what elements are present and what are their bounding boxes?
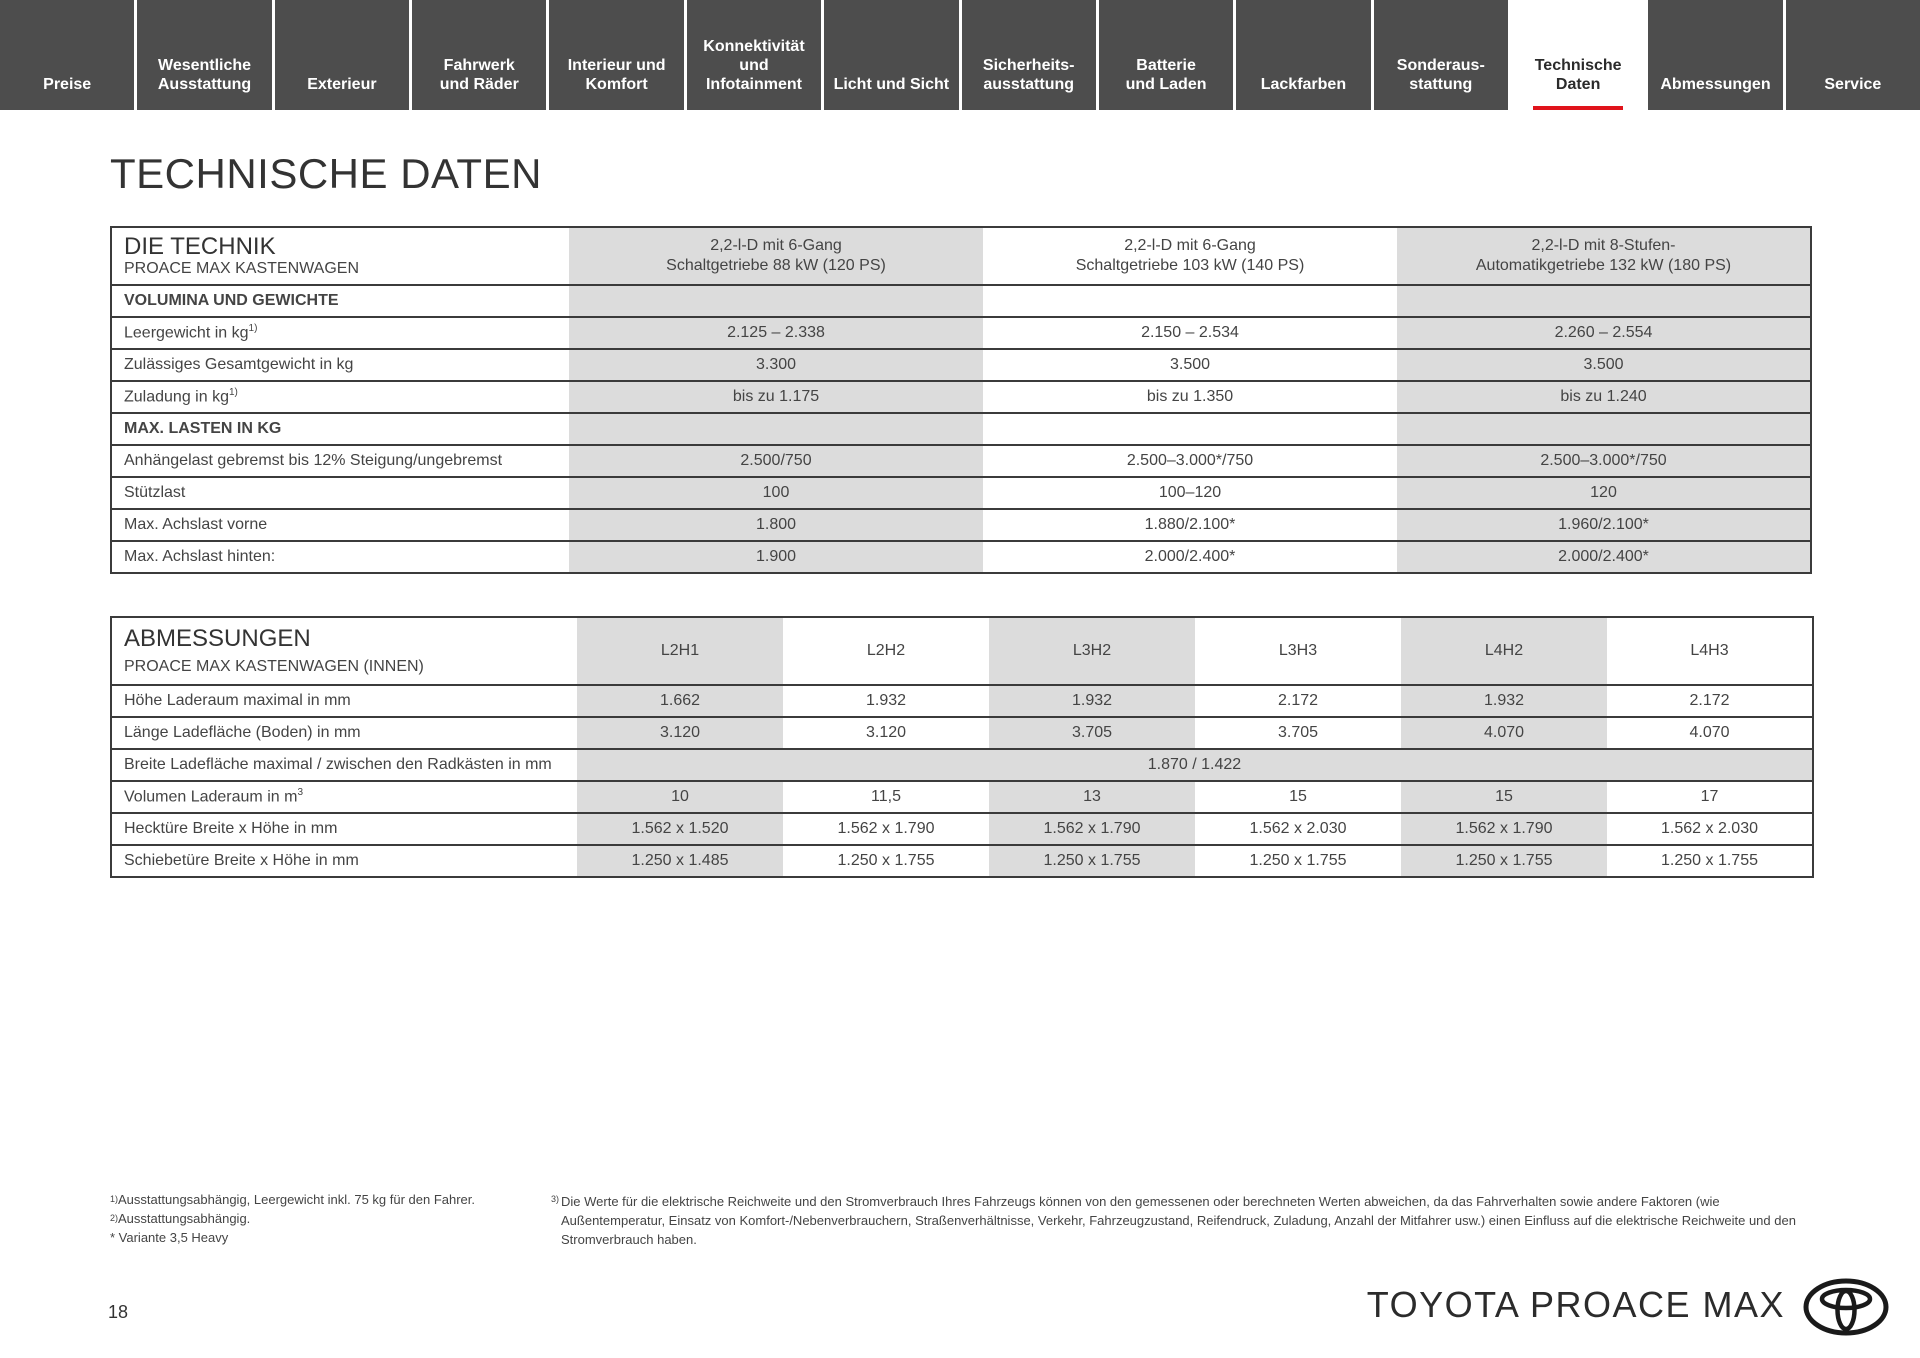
technik-heading <box>111 227 569 285</box>
column-header: 2,2-l-D mit 6-Gang Schaltgetriebe 88 kW (120 PS) <box>569 227 983 285</box>
table-cell: 1.250 x 1.755 <box>989 845 1195 877</box>
table-cell: 120 <box>1397 477 1811 509</box>
table-cell: 2.000/2.400* <box>1397 541 1811 573</box>
table-cell: 1.800 <box>569 509 983 541</box>
table-cell: 2.150 – 2.534 <box>983 317 1397 349</box>
tab-technische-daten[interactable]: Technische Daten <box>1511 0 1645 110</box>
table-row <box>111 445 1811 477</box>
table-row <box>111 349 1811 381</box>
table-cell: 3.500 <box>983 349 1397 381</box>
column-header: L4H2 <box>1401 617 1607 685</box>
section-row <box>111 413 1811 445</box>
column-header: L3H3 <box>1195 617 1401 685</box>
table-cell: 1.562 x 2.030 <box>1195 813 1401 845</box>
table-cell: 11,5 <box>783 781 989 813</box>
table-cell: 15 <box>1195 781 1401 813</box>
table-cell: 2.000/2.400* <box>1144 548 1236 565</box>
table-row <box>111 685 1813 717</box>
table-cell: 3.300 <box>569 349 983 381</box>
row-label: Zuladung in $kg^{1)}$ <box>111 381 569 413</box>
footnotes-left <box>110 1190 475 1247</box>
abmessungen-table <box>110 616 1814 878</box>
tab-sicherheitsausstattung[interactable]: Sicherheits- ausstattung <box>962 0 1096 110</box>
tab-interieur[interactable]: Interieur und Komfort <box>549 0 683 110</box>
row-label: Zulässiges Gesamtgewicht in kg <box>111 349 569 381</box>
table-cell: 1.562 x 1.520 <box>577 813 783 845</box>
table-row <box>111 541 1811 573</box>
abmessungen-heading <box>111 617 577 685</box>
footnote-star: * Variante 3,5 Heavy <box>110 1230 229 1245</box>
top-navigation <box>0 0 1920 110</box>
table-row <box>111 477 1811 509</box>
table-cell: 10 <box>577 781 783 813</box>
table-cell: 2.500/750 <box>569 445 983 477</box>
column-header: L4H3 <box>1607 617 1813 685</box>
table-cell: bis zu 1.240 <box>1397 381 1811 413</box>
table-cell: 1.932 <box>783 685 989 717</box>
table-cell: 1.662 <box>577 685 783 717</box>
tab-service[interactable]: Service <box>1786 0 1920 110</box>
table-cell: 1.250 x 1.755 <box>1661 852 1758 869</box>
table-cell: 1.562 x 1.790 <box>989 813 1195 845</box>
tab-wesentliche-ausstattung[interactable]: Wesentliche Ausstattung <box>137 0 271 110</box>
section-label: VOLUMINA UND GEWICHTE <box>111 285 569 317</box>
table-cell: 1.562 x 2.030 <box>1607 813 1813 845</box>
table-header-row <box>111 227 1811 285</box>
table-cell: bis zu 1.175 <box>569 381 983 413</box>
technik-table <box>110 226 1812 574</box>
table-row <box>111 845 1813 877</box>
table-row <box>111 381 1811 413</box>
toyota-logo-icon <box>1802 1277 1890 1337</box>
row-label: Schiebetüre Breite x Höhe in mm <box>124 852 359 869</box>
table-cell: 1.250 x 1.755 <box>837 852 935 869</box>
column-header: 2,2-l-D mit 8-Stufen- Automatikgetriebe 132 kW (180 PS) <box>1397 227 1811 285</box>
table-cell: 4.070 <box>1401 717 1607 749</box>
page-title: TECHNISCHE DATEN <box>110 150 542 197</box>
row-label: Max. Achslast vorne <box>111 509 569 541</box>
row-label: Länge Ladefläche (Boden) in mm <box>111 717 577 749</box>
table-cell: 100–120 <box>983 477 1397 509</box>
table-cell: 3.705 <box>1195 717 1401 749</box>
table-cell: 1.870 / 1.422 <box>577 749 1813 781</box>
column-header: L2H2 <box>783 617 989 685</box>
row-label: Höhe Laderaum maximal in mm <box>111 685 577 717</box>
table-cell: 1.960/2.100* <box>1397 509 1811 541</box>
table-cell: 2.500–3.000*/750 <box>983 445 1397 477</box>
row-label: Volumen Laderaum in $m^3$ <box>111 781 577 813</box>
abmessungen-subtitle: PROACE MAX KASTENWAGEN (INNEN) <box>124 658 424 675</box>
footnote-2: $^{2)}$Ausstattungsabhängig. <box>110 1211 251 1226</box>
table-cell: 3.120 <box>783 717 989 749</box>
row-label: Hecktüre Breite x Höhe in mm <box>111 813 577 845</box>
tab-exterieur[interactable]: Exterieur <box>275 0 409 110</box>
table-cell: 1.932 <box>1401 685 1607 717</box>
brand-name: TOYOTA PROACE MAX <box>1366 1284 1785 1325</box>
table-cell: 2.172 <box>1195 685 1401 717</box>
row-label: Breite Ladefläche maximal / zwischen den Radkästen in mm <box>111 749 577 781</box>
table-cell: 1.250 x 1.755 <box>1401 845 1607 877</box>
tab-batterie[interactable]: Batterie und Laden <box>1099 0 1233 110</box>
tab-fahrwerk[interactable]: Fahrwerk und Räder <box>412 0 546 110</box>
table-row <box>111 781 1813 813</box>
table-row <box>111 317 1811 349</box>
tab-licht-und-sicht[interactable]: Licht und Sicht <box>824 0 958 110</box>
table-row <box>111 717 1813 749</box>
table-cell: 1.562 x 1.790 <box>1401 813 1607 845</box>
technik-subtitle: PROACE MAX KASTENWAGEN <box>124 260 359 277</box>
tab-preise[interactable]: Preise <box>0 0 134 110</box>
technik-title: DIE TECHNIK <box>124 233 276 260</box>
table-cell: 2.260 – 2.554 <box>1397 317 1811 349</box>
tab-lackfarben[interactable]: Lackfarben <box>1236 0 1370 110</box>
table-cell: 1.562 x 1.790 <box>783 813 989 845</box>
table-cell: 1.900 <box>569 541 983 573</box>
tab-konnektivitaet[interactable]: Konnektivität und Infotainment <box>687 0 821 110</box>
abmessungen-title: ABMESSUNGEN <box>124 625 311 652</box>
table-cell: 2.500–3.000*/750 <box>1397 445 1811 477</box>
row-label: Anhängelast gebremst bis 12% Steigung/ungebremst <box>111 445 569 477</box>
table-cell: 15 <box>1401 781 1607 813</box>
tab-sonderausstattung[interactable]: Sonderaus- stattung <box>1374 0 1508 110</box>
table-cell: 4.070 <box>1607 717 1813 749</box>
table-header-row <box>111 617 1813 685</box>
table-row <box>111 509 1811 541</box>
tab-abmessungen[interactable]: Abmessungen <box>1648 0 1782 110</box>
table-cell: 2.125 – 2.338 <box>569 317 983 349</box>
table-cell: 1.932 <box>989 685 1195 717</box>
table-cell: 3.705 <box>989 717 1195 749</box>
footnote-3: 3) Die Werte für die elektrische Reichweite und den Stromverbrauch Ihres Fahrzeugs können von den gemessenen oder berechneten Werten abweichen, da das Fahrverhalten sowie andere Faktoren (wie Außentemperatur, Einsatz von Komfort-/Nebenverbrauchern, Straßenverhältnisse, Verkehr, Fahrzeugzustand, Reifendruck, Zuladung, Anzahl der Mitfahrer usw.) einen Einfluss auf die elektrische Reichweite und den Stromverbrauch haben. <box>551 1194 1796 1247</box>
column-header: L2H1 <box>577 617 783 685</box>
footnote-1: $^{1)}$Ausstattungsabhängig, Leergewicht inkl. 75 kg für den Fahrer. <box>110 1192 476 1207</box>
table-row <box>111 813 1813 845</box>
section-label: MAX. LASTEN IN KG <box>111 413 569 445</box>
section-row <box>111 285 1811 317</box>
table-cell: bis zu 1.350 <box>983 381 1397 413</box>
page-number: 18 <box>108 1302 129 1322</box>
column-header: 2,2-l-D mit 6-Gang Schaltgetriebe 103 kW (140 PS) <box>983 227 1397 285</box>
table-cell: 3.120 <box>577 717 783 749</box>
row-label: Leergewicht in $kg^{1)}$ <box>111 317 569 349</box>
column-header: L3H2 <box>989 617 1195 685</box>
table-cell: 1.250 x 1.755 <box>1249 852 1347 869</box>
table-row <box>111 749 1813 781</box>
table-cell: 3.500 <box>1397 349 1811 381</box>
row-label: Stützlast <box>111 477 569 509</box>
table-cell: 100 <box>569 477 983 509</box>
table-cell: 1.880/2.100* <box>983 509 1397 541</box>
table-cell: 1.250 x 1.485 <box>577 845 783 877</box>
table-cell: 13 <box>989 781 1195 813</box>
row-label: Max. Achslast hinten: <box>124 548 276 565</box>
table-cell: 17 <box>1607 781 1813 813</box>
table-cell: 2.172 <box>1607 685 1813 717</box>
